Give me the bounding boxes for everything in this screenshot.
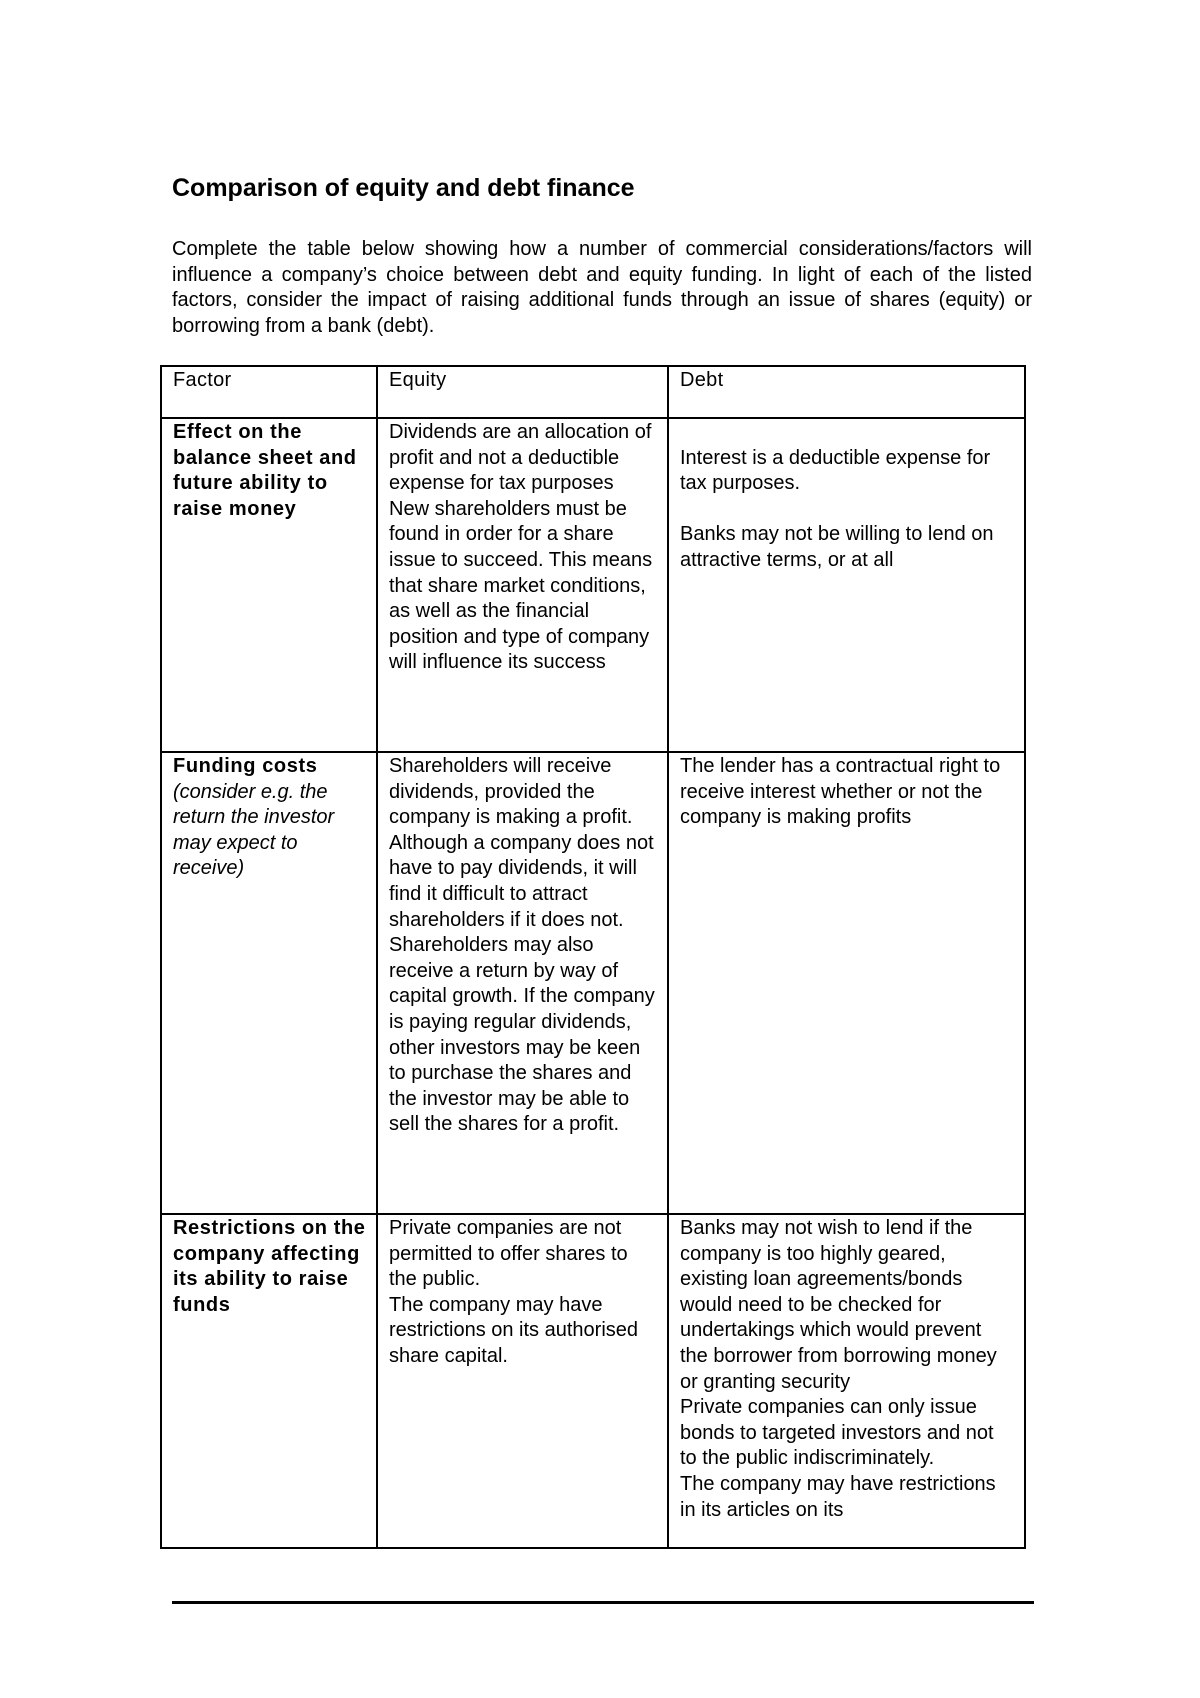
- equity-text: Private companies are not permitted to offer shares to the public.: [389, 1217, 628, 1291]
- debt-text: Banks may not be willing to lend on attractive terms, or at all: [680, 523, 994, 571]
- equity-cell: [377, 418, 668, 752]
- debt-cell: [668, 1214, 1025, 1548]
- factor-title: Restrictions on the company affecting its ability to raise funds: [173, 1217, 366, 1316]
- factor-cell: [161, 752, 377, 1214]
- debt-text: The company may have restrictions in its articles on its: [680, 1472, 996, 1521]
- intro-paragraph: Complete the table below showing how a number of commercial considerations/factors will influence a company’s choice between debt and equity funding. In light of each of the listed factors, consider the impact of raising additional funds through an issue of shares (equity) or borrowing from a bank (debt).: [172, 238, 1032, 337]
- equity-cell: [377, 1214, 668, 1548]
- factor-cell: [161, 418, 377, 752]
- equity-text: New shareholders must be found in order for a share issue to succeed. This means that share market conditions, as well as the financial position and type of company will influence its success: [389, 497, 653, 674]
- header-debt: Debt: [668, 366, 1025, 418]
- factor-note: (consider e.g. the return the investor may expect to receive): [173, 780, 335, 880]
- debt-text: Banks may not wish to lend if the company is too highly geared, existing loan agreements/bonds would need to be checked for undertakings which would prevent the borrower from borrowing money or granting security: [680, 1217, 997, 1393]
- debt-text: Private companies can only issue bonds to targeted investors and not to the public indiscriminately.: [680, 1396, 994, 1470]
- factor-title: Effect on the balance sheet and future ability to raise money: [173, 421, 357, 520]
- equity-cell: [377, 752, 668, 1214]
- table-row: [161, 1214, 1025, 1548]
- debt-cell: [668, 418, 1025, 752]
- comparison-table: [160, 365, 1026, 1549]
- debt-text: Interest is a deductible expense for tax purposes.: [680, 446, 991, 495]
- table-row: [161, 752, 1025, 1214]
- debt-text: The lender has a contractual right to receive interest whether or not the company is making profits: [680, 755, 1001, 829]
- table-header-row: [161, 366, 1025, 418]
- debt-cell: [668, 752, 1025, 1214]
- equity-text: The company may have restrictions on its authorised share capital.: [389, 1293, 639, 1367]
- header-factor: Factor: [161, 366, 377, 418]
- factor-cell: [161, 1214, 377, 1548]
- page-title: Comparison of equity and debt finance: [172, 174, 635, 202]
- equity-text: Shareholders will receive dividends, provided the company is making a profit. Although a company does not have to pay dividends, it will find it difficult to attract shareholders if it does not. Shareholders may also receive a return by way of capital growth. If the company is paying regular dividends, other investors may be keen to purchase the shares and the investor may be able to sell the shares for a profit.: [389, 755, 655, 1136]
- equity-text: Dividends are an allocation of profit and not a deductible expense for tax purposes: [389, 421, 652, 495]
- footer-rule: [172, 1601, 1034, 1604]
- header-equity: Equity: [377, 366, 668, 418]
- table-row: [161, 418, 1025, 752]
- factor-title: Funding costs: [173, 755, 318, 777]
